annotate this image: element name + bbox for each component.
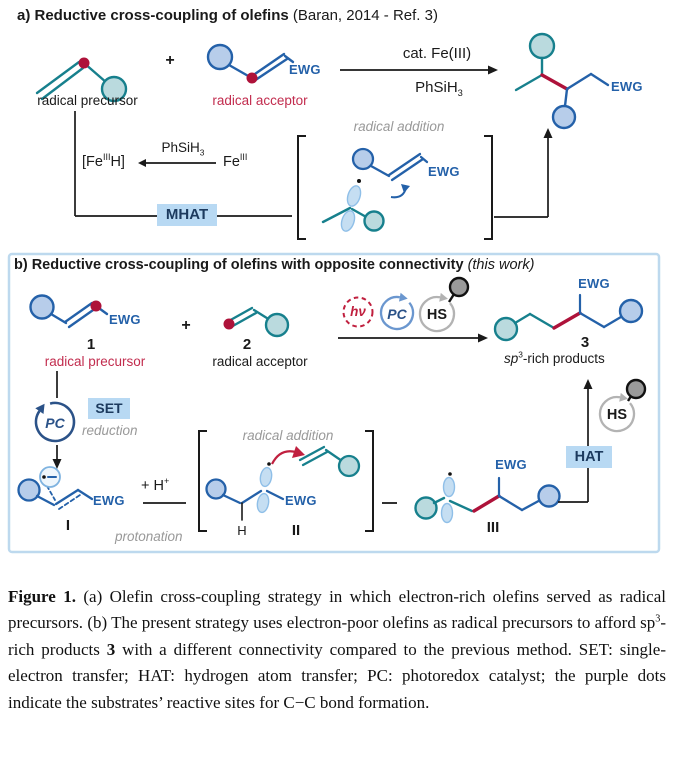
panel-a-title [17,7,438,24]
b-precursor-1-structure [31,296,108,328]
b-product-3-structure [495,295,642,340]
b-acceptor-label: radical acceptor [212,354,308,369]
a-plus-sign: + [165,52,175,69]
a-arrow-conditions-top: cat. Fe(III) [402,45,472,62]
bracket-olefin [300,447,359,476]
hat-badge: HAT [566,446,612,468]
fe-base: Fe [223,154,240,170]
reactive-site-dot [79,58,90,69]
III-ewg: EWG [495,457,527,472]
panel-b-title-bold: b) Reductive cross-coupling of olefins with opposite connectivity [14,257,464,273]
a-product-ewg: EWG [611,79,643,94]
h-plus-base: + H [141,478,164,494]
new-cc-bond [474,496,499,511]
pc-label-2: PC [45,415,65,431]
reactive-site-dot [91,301,102,312]
hs-label-2: HS [606,407,628,423]
a-silane-over-arrow [146,140,220,156]
h-plus-label [141,478,169,495]
caption-figure-label: Figure 1. [8,587,76,606]
compound-2-number: 2 [242,336,252,353]
hv-label: hν [350,304,366,319]
caption-sup-3: 3 [655,613,661,625]
a-reaction-arrow [340,66,498,75]
mhat-badge: MHAT [157,204,217,226]
iron-label [223,154,247,171]
a-bracket-intermediate [298,136,492,239]
radical-dot [448,472,452,476]
feh-sup: III [102,152,111,163]
a-bracket-radical [323,179,410,233]
b3-ewg: EWG [578,276,610,291]
a-arrow-conditions-bottom [364,79,514,96]
b1-ewg: EWG [109,312,141,327]
radical-dot [267,462,271,466]
radical-dot [42,475,46,479]
a-acceptor-label: radical acceptor [212,93,308,108]
silane-sub: 3 [457,88,463,98]
a-acceptor-ewg: EWG [289,62,321,77]
II-ewg: EWG [285,493,317,508]
sulfur-ball [450,278,468,296]
silane-text: PhSiH [415,79,458,96]
caption-text-2: -rich products [8,613,666,659]
silane-text: PhSiH [161,140,200,155]
b-radical-anion-I [19,467,93,509]
intermediate-II-label: II [291,522,301,539]
compound-3-number: 3 [580,334,590,351]
intermediate-III-label: III [486,519,500,536]
silane-sub: 3 [199,147,205,158]
b-radical-addition-label: radical addition [242,428,334,443]
iron-hydride-label [82,154,125,171]
b-acceptor-2-structure [224,308,289,336]
reactive-site-dot [247,73,258,84]
sp3-italic: sp [504,351,519,366]
reduction-label: reduction [82,423,138,438]
h-atom-label: H [237,523,247,538]
sp3-rich-products-label [504,351,605,367]
new-cc-bond [554,313,580,328]
a-up-arrow-to-product [494,128,553,217]
set-badge: SET [88,398,130,419]
hat-arrow [558,379,593,502]
b-plus-sign: + [181,317,191,334]
panel-a-title-ref: (Baran, 2014 - Ref. 3) [288,7,438,24]
reactive-site-dot [224,319,235,330]
radical-dot [357,179,361,183]
caption-text-1: (a) Olefin cross-coupling strategy in which electron-rich olefins served as radical precursors. (b) The present strategy uses electron-poor olefins as radical precursors to afford sp [8,587,666,633]
b-bracket-II [199,431,373,531]
a-radical-acceptor-structure [208,45,293,84]
caption-text-3: with a different connectivity compared to the previous method. SET: single-electron transfer; HAT: hydrogen atom transfer; PC: photoredox catalyst; the purple dots indicate the substrates’ reactive sites for C−C bond formation. [8,639,666,712]
fe-sup: III [239,152,248,163]
a-precursor-label: radical precursor [37,93,138,108]
a-radical-addition-label: radical addition [353,119,445,134]
a-product-structure [516,34,608,128]
pc-label: PC [387,306,407,322]
sp3-sup: 3 [518,349,523,360]
sp3-rest: -rich products [522,351,605,366]
panel-b-title [14,257,534,273]
left-arrowhead [138,159,146,167]
h-plus-sup: + [163,476,170,487]
hs-label: HS [426,307,448,323]
compound-1-number: 1 [86,336,96,353]
feh-open: [Fe [82,154,103,170]
a-bracket-ewg: EWG [428,164,460,179]
sulfur-ball [627,380,645,398]
b-radical-III-structure [416,472,560,522]
caption-bold-3: 3 [106,639,116,659]
new-cc-bond [542,75,567,89]
b-reaction-arrow [338,334,488,343]
protonation-label: protonation [115,529,183,544]
feh-close: H] [110,154,125,170]
anion-ewg: EWG [93,493,125,508]
radical-II-structure [207,480,284,521]
b-precursor-label: radical precursor [44,354,146,369]
a-bracket-acceptor [353,149,427,180]
intermediate-I-label: I [65,517,71,534]
panel-b-title-thiswork: (this work) [463,257,535,273]
figure-caption [8,584,666,716]
panel-a-title-bold: a) Reductive cross-coupling of olefins [17,7,289,24]
